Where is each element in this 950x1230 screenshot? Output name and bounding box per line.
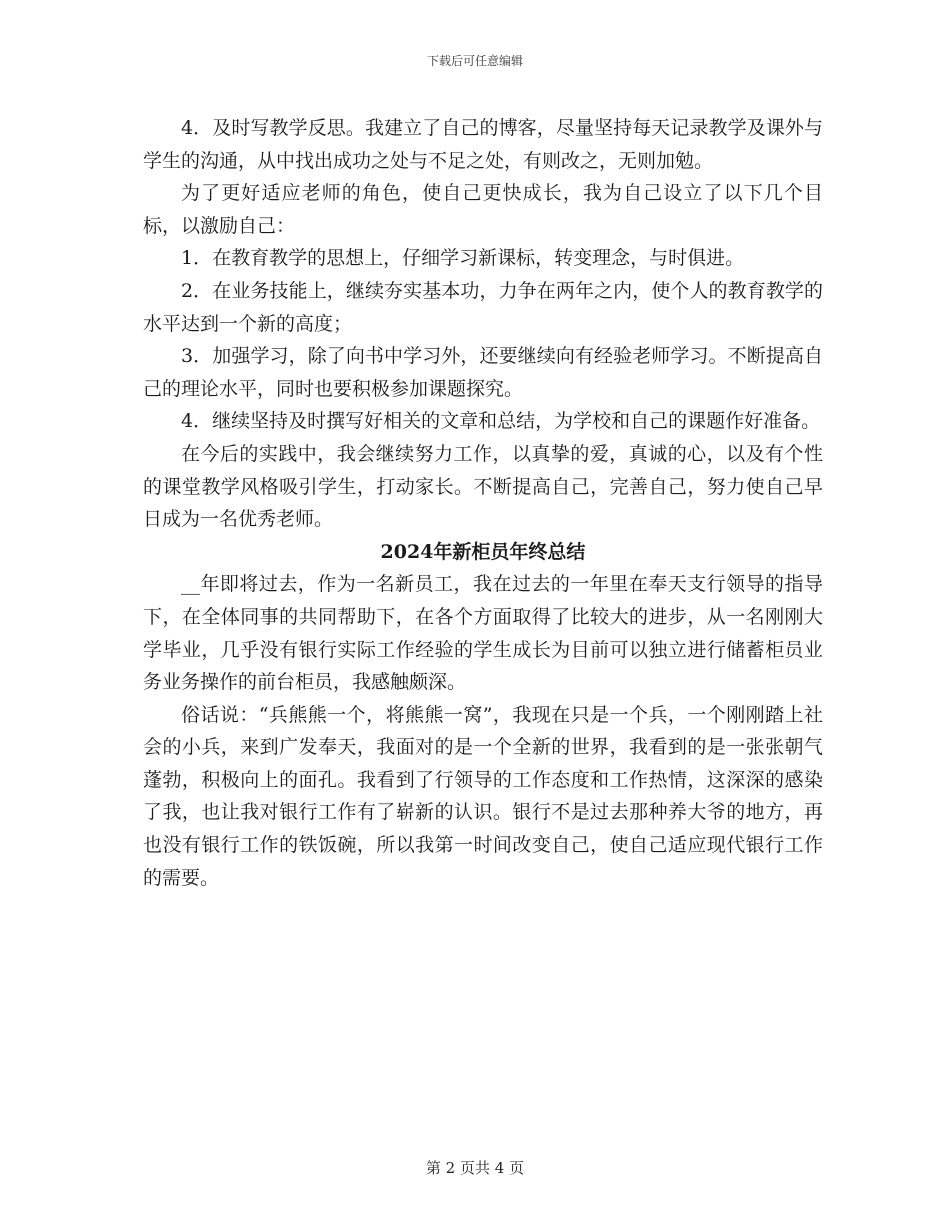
page-header: 下载后可任意编辑 <box>426 54 523 68</box>
paragraph: 1．在教育教学的思想上，仔细学习新课标，转变理念，与时俱进。 <box>181 247 745 270</box>
paragraph: __年即将过去，作为一名新员工，我在过去的一年里在奉天支行领导的指导下，在全体同事的共同帮助下，在各个方面取得了比较大的进步，从一名刚刚大学毕业，几乎没有银行实际工作经验的学生成长为目前可以独立进行储蓄柜员业务业务操作的前台柜员，我感触颇深。 <box>143 573 823 694</box>
page-footer: 第 2 页共 4 页 <box>425 1159 525 1177</box>
paragraph: 在今后的实践中，我会继续努力工作，以真挚的爱，真诚的心，以及有个性的课堂教学风格吸引学生，打动家长。不断提高自己，完善自己，努力使自己早日成为一名优秀老师。 <box>143 442 823 531</box>
section-title: 2024年新柜员年终总结 <box>380 540 586 563</box>
document-body <box>143 112 823 894</box>
paragraph: 4．及时写教学反思。我建立了自己的博客，尽量坚持每天记录教学及课外与学生的沟通，从中找出成功之处与不足之处，有则改之，无则加勉。 <box>143 117 823 172</box>
paragraph: 为了更好适应老师的角色，使自己更快成长，我为自己设立了以下几个目标，以激励自己： <box>143 182 823 237</box>
paragraph: 3．加强学习，除了向书中学习外，还要继续向有经验老师学习。不断提高自己的理论水平，同时也要积极参加课题探究。 <box>143 345 823 400</box>
paragraph: 2．在业务技能上，继续夯实基本功，力争在两年之内，使个人的教育教学的水平达到一个新的高度； <box>143 279 823 335</box>
paragraph: 俗话说：“兵熊熊一个，将熊熊一窝”，我现在只是一个兵，一个刚刚踏上社会的小兵，来到广发奉天，我面对的是一个全新的世界，我看到的是一张张朝气蓬勃，积极向上的面孔。我看到了行领导的工作态度和工作热情，这深深的感染了我，也让我对银行工作有了崭新的认识。银行不是过去那种养大爷的地方，再也没有银行工作的铁饭碗，所以我第一时间改变自己，使自己适应现代银行工作的需要。 <box>143 703 823 889</box>
paragraph: 4．继续坚持及时撰写好相关的文章和总结，为学校和自己的课题作好准备。 <box>181 410 821 433</box>
